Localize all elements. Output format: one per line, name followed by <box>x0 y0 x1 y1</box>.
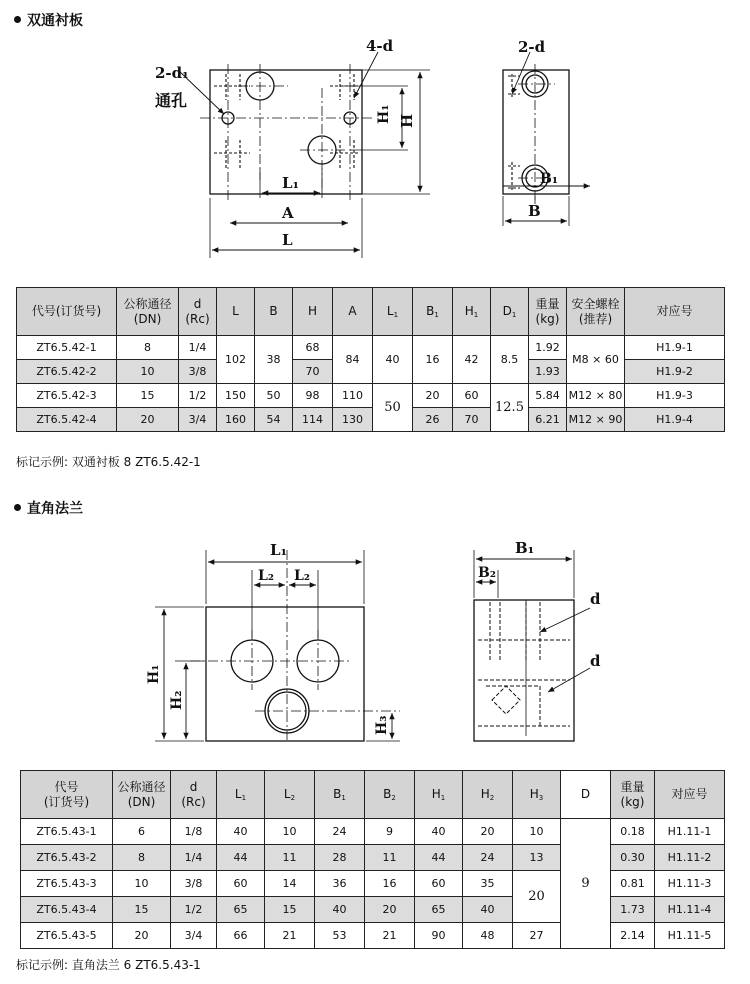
cell: 1/2 <box>171 897 217 923</box>
cell: M12 × 80 <box>567 384 625 408</box>
label-4-d: 4-d <box>366 37 394 55</box>
table-header-row <box>17 288 725 336</box>
cell: 1/4 <box>171 845 217 871</box>
cell: 40 <box>373 336 413 384</box>
col-weight: 重量 (kg) <box>611 771 655 819</box>
cell: 102 <box>217 336 255 384</box>
cell: 54 <box>255 408 293 432</box>
cell: 42 <box>453 336 491 384</box>
cell: 15 <box>113 897 171 923</box>
label-2-d: 2-d <box>518 38 546 56</box>
label-B2: B₂ <box>478 565 496 581</box>
section1-title-text: 双通衬板 <box>27 13 83 29</box>
cell: 40 <box>463 897 513 923</box>
cell: 60 <box>453 384 491 408</box>
cell: 8 <box>117 336 179 360</box>
cell: 3/8 <box>171 871 217 897</box>
col-D: D <box>561 771 611 819</box>
cell: 12.5 <box>491 384 529 432</box>
bullet-icon <box>14 16 21 23</box>
label-B1: B₁ <box>540 171 558 187</box>
label-H: H <box>398 113 416 128</box>
cell: 21 <box>365 923 415 949</box>
col-dn: 公称通径 (DN) <box>117 288 179 336</box>
cell: ZT6.5.42-2 <box>17 360 117 384</box>
col-d: d (Rc) <box>171 771 217 819</box>
cell: 35 <box>463 871 513 897</box>
col-B: B <box>255 288 293 336</box>
cell: 70 <box>293 360 333 384</box>
label-H1: H₁ <box>146 664 162 684</box>
cell: 98 <box>293 384 333 408</box>
col-B1: $B_1$ <box>315 771 365 819</box>
cell: ZT6.5.43-1 <box>21 819 113 845</box>
cell: H1.11-1 <box>655 819 725 845</box>
col-H1: $H_1$ <box>415 771 463 819</box>
cell: 21 <box>265 923 315 949</box>
cell: 53 <box>315 923 365 949</box>
cell: H1.9-3 <box>625 384 725 408</box>
col-A: A <box>333 288 373 336</box>
col-H1: $H_1$ <box>453 288 491 336</box>
cell: 1.73 <box>611 897 655 923</box>
label-d-bottom: d <box>590 652 601 670</box>
cell: 38 <box>255 336 293 384</box>
cell: 27 <box>513 923 561 949</box>
cell: 9 <box>365 819 415 845</box>
cell: 20 <box>365 897 415 923</box>
cell: 1.92 <box>529 336 567 360</box>
table-row <box>17 384 725 408</box>
label-L1: L₁ <box>282 174 300 192</box>
cell: H1.9-2 <box>625 360 725 384</box>
col-H: H <box>293 288 333 336</box>
cell: 11 <box>365 845 415 871</box>
cell: 6.21 <box>529 408 567 432</box>
cell: 16 <box>413 336 453 384</box>
col-B1: $B_1$ <box>413 288 453 336</box>
cell: H1.11-4 <box>655 897 725 923</box>
label-H1: H₁ <box>376 104 392 124</box>
cell: 10 <box>113 871 171 897</box>
col-L: L <box>217 288 255 336</box>
cell: M12 × 90 <box>567 408 625 432</box>
cell: 3/4 <box>171 923 217 949</box>
table-header-row <box>21 771 725 819</box>
cell: 26 <box>413 408 453 432</box>
marking-example-2: 标记示例: 直角法兰 6 ZT6.5.43-1 <box>16 958 201 972</box>
cell: 0.18 <box>611 819 655 845</box>
cell: 10 <box>513 819 561 845</box>
cell: 5.84 <box>529 384 567 408</box>
label-H2: H₂ <box>169 690 185 710</box>
cell: 11 <box>265 845 315 871</box>
cell: 8 <box>113 845 171 871</box>
col-L2: $L_2$ <box>265 771 315 819</box>
flange-front-body <box>206 607 364 741</box>
cell: 160 <box>217 408 255 432</box>
cell: 15 <box>117 384 179 408</box>
cell: 28 <box>315 845 365 871</box>
col-L1: $L_1$ <box>217 771 265 819</box>
cell: 114 <box>293 408 333 432</box>
cell: H1.11-2 <box>655 845 725 871</box>
cell: 0.81 <box>611 871 655 897</box>
cell: 3/4 <box>179 408 217 432</box>
col-B2: $B_2$ <box>365 771 415 819</box>
right-angle-flange-drawing <box>0 530 750 760</box>
col-bolt: 安全螺栓 (推荐) <box>567 288 625 336</box>
cell: 60 <box>415 871 463 897</box>
cell: 68 <box>293 336 333 360</box>
cell: H1.9-4 <box>625 408 725 432</box>
label-B: B <box>528 202 541 220</box>
cell: 36 <box>315 871 365 897</box>
cell: 20 <box>513 871 561 923</box>
cell: 40 <box>315 897 365 923</box>
label-through-hole: 通孔 <box>155 91 188 110</box>
double-pass-plate-table <box>16 287 725 432</box>
cell: 44 <box>217 845 265 871</box>
cell: 48 <box>463 923 513 949</box>
section1-title <box>14 10 83 30</box>
col-D1: $D_1$ <box>491 288 529 336</box>
cell: 84 <box>333 336 373 384</box>
section2-title <box>14 498 83 518</box>
col-H3: $H_3$ <box>513 771 561 819</box>
col-ref: 对应号 <box>625 288 725 336</box>
col-weight: 重量 (kg) <box>529 288 567 336</box>
cell: 15 <box>265 897 315 923</box>
table-row <box>17 408 725 432</box>
cell: ZT6.5.42-1 <box>17 336 117 360</box>
cell: 20 <box>113 923 171 949</box>
cell: ZT6.5.42-4 <box>17 408 117 432</box>
cell: 50 <box>255 384 293 408</box>
label-B1: B₁ <box>515 539 535 557</box>
cell: ZT6.5.43-3 <box>21 871 113 897</box>
cell: H1.11-3 <box>655 871 725 897</box>
cell: 10 <box>117 360 179 384</box>
cell: ZT6.5.43-2 <box>21 845 113 871</box>
cell: 66 <box>217 923 265 949</box>
cell: ZT6.5.43-4 <box>21 897 113 923</box>
col-H2: $H_2$ <box>463 771 513 819</box>
cell: 40 <box>217 819 265 845</box>
cell: H1.9-1 <box>625 336 725 360</box>
col-code: 代号 (订货号) <box>21 771 113 819</box>
cell: 60 <box>217 871 265 897</box>
cell: 10 <box>265 819 315 845</box>
cell: 50 <box>373 384 413 432</box>
table-row <box>21 923 725 949</box>
marking-example-1: 标记示例: 双通衬板 8 ZT6.5.42-1 <box>16 455 201 469</box>
cell: 0.30 <box>611 845 655 871</box>
cell: 3/8 <box>179 360 217 384</box>
cell: 65 <box>415 897 463 923</box>
table-row <box>21 871 725 897</box>
label-L1: L₁ <box>270 541 288 559</box>
bullet-icon <box>14 504 21 511</box>
cell: ZT6.5.42-3 <box>17 384 117 408</box>
section2-title-text: 直角法兰 <box>27 501 83 517</box>
table-row <box>17 336 725 360</box>
cell: 150 <box>217 384 255 408</box>
cell: 16 <box>365 871 415 897</box>
table-row <box>21 845 725 871</box>
cell: 130 <box>333 408 373 432</box>
double-pass-plate-drawing <box>0 28 750 278</box>
cell: 1/2 <box>179 384 217 408</box>
label-L: L <box>282 231 293 249</box>
table-row <box>21 819 725 845</box>
flange-side-body <box>474 600 574 741</box>
cell: 90 <box>415 923 463 949</box>
cell: 13 <box>513 845 561 871</box>
col-L1: $L_1$ <box>373 288 413 336</box>
label-d-top: d <box>590 590 601 608</box>
cell: 1/4 <box>179 336 217 360</box>
cell: 110 <box>333 384 373 408</box>
cell: 70 <box>453 408 491 432</box>
cell: 20 <box>463 819 513 845</box>
cell: 44 <box>415 845 463 871</box>
cell: 8.5 <box>491 336 529 384</box>
col-dn: 公称通径 (DN) <box>113 771 171 819</box>
cell: 6 <box>113 819 171 845</box>
col-code: 代号(订货号) <box>17 288 117 336</box>
label-A: A <box>282 204 294 222</box>
col-d: d (Rc) <box>179 288 217 336</box>
right-angle-flange-table <box>20 770 725 949</box>
cell: 24 <box>463 845 513 871</box>
cell: M8 × 60 <box>567 336 625 384</box>
cell: 2.14 <box>611 923 655 949</box>
table-row <box>21 897 725 923</box>
side-view-body <box>503 70 569 194</box>
label-L2-right: L₂ <box>294 568 310 584</box>
cell: 14 <box>265 871 315 897</box>
cell: H1.11-5 <box>655 923 725 949</box>
cell: 1.93 <box>529 360 567 384</box>
label-2-d1: 2-d₁ <box>155 64 189 82</box>
cell: 65 <box>217 897 265 923</box>
cell: 24 <box>315 819 365 845</box>
cell: 1/8 <box>171 819 217 845</box>
col-ref: 对应号 <box>655 771 725 819</box>
cell: 20 <box>413 384 453 408</box>
cell: 9 <box>561 819 611 949</box>
label-L2-left: L₂ <box>258 568 274 584</box>
cell: ZT6.5.43-5 <box>21 923 113 949</box>
cell: 40 <box>415 819 463 845</box>
label-H3: H₃ <box>374 715 390 735</box>
cell: 20 <box>117 408 179 432</box>
